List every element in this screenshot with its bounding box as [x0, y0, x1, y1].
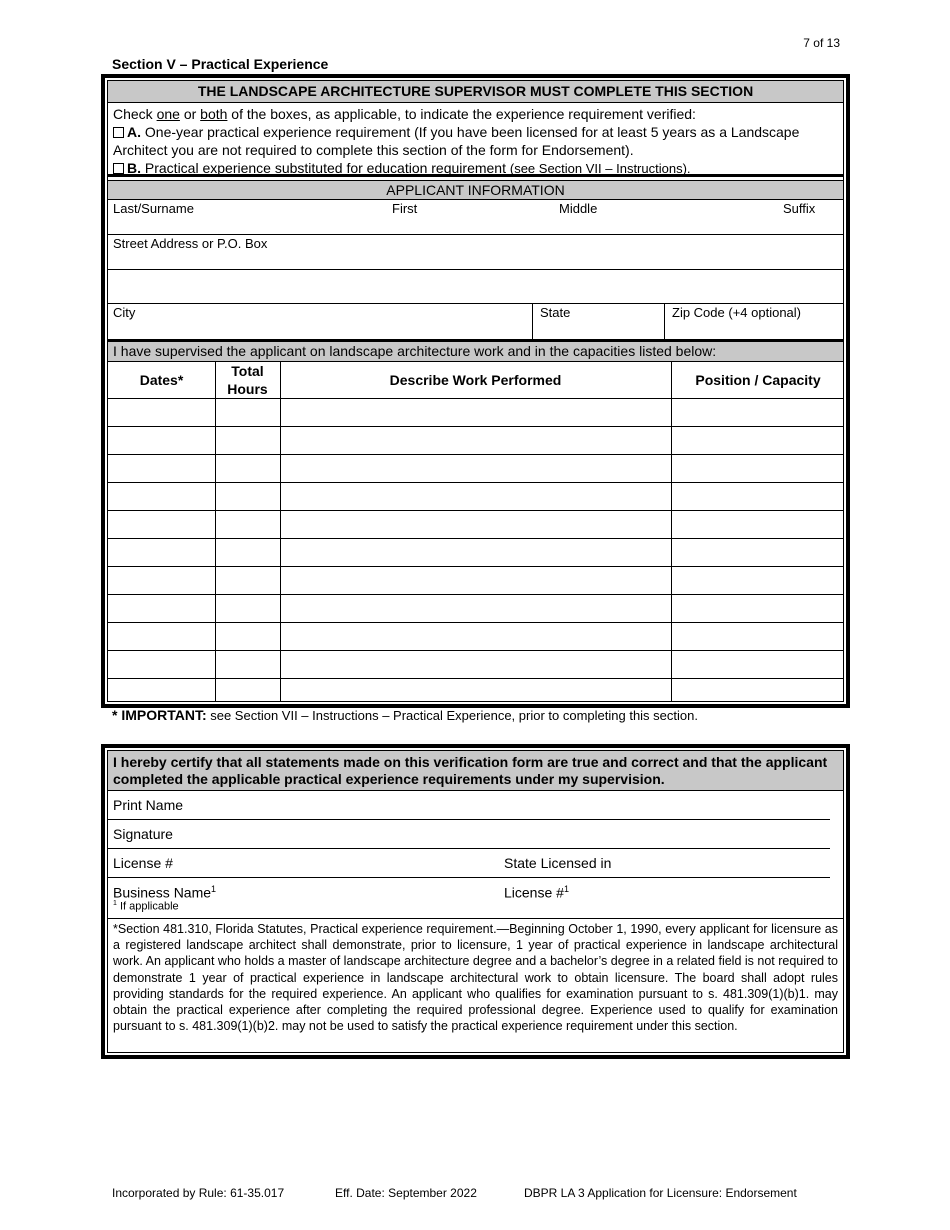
street-label: Street Address or P.O. Box: [113, 236, 268, 251]
state-label: State: [540, 305, 571, 320]
table-row[interactable]: [108, 482, 843, 483]
experience-table: [108, 362, 843, 701]
total-hours-header: Total Hours: [227, 363, 268, 397]
option-a: A. One-year practical experience requirement (If you have been licensed for at least 5 years as a Landscape Architect you are not required to complete this section of the form for Endorsement).: [113, 124, 800, 158]
signature-row[interactable]: [108, 820, 830, 849]
supervisor-section-box: [101, 74, 850, 708]
zip-label: Zip Code (+4 optional): [672, 305, 801, 320]
option-a-checkbox[interactable]: [113, 127, 124, 138]
signature-label: Signature: [113, 826, 173, 842]
table-row[interactable]: [108, 566, 843, 567]
state-cell[interactable]: [532, 304, 533, 339]
option-b: B. Practical experience substituted for education requirement (see Section VII – Instructions).: [113, 159, 843, 178]
position-header: Position / Capacity: [695, 372, 821, 388]
suffix-label: Suffix: [783, 201, 816, 216]
work-header: Describe Work Performed: [389, 372, 562, 388]
last-name-label: Last/Surname: [113, 201, 194, 216]
table-row[interactable]: [108, 594, 843, 595]
first-name-label: First: [392, 201, 418, 216]
footer-form-name: DBPR LA 3 Application for Licensure: Endorsement: [524, 1186, 797, 1200]
supervised-statement: I have supervised the applicant on landscape architecture work and in the capacities listed below:: [108, 339, 843, 362]
state-licensed-label: State Licensed in: [504, 855, 612, 871]
license-number-label: License #: [113, 855, 173, 871]
section-title: Section V – Practical Experience: [112, 56, 329, 72]
important-note: * IMPORTANT: see Section VII – Instructions – Practical Experience, prior to completing this section.: [112, 707, 698, 723]
check-instruction: Check one or both of the boxes, as applicable, to indicate the experience requirement verified:: [113, 106, 696, 122]
city-label: City: [113, 305, 136, 320]
license-row[interactable]: [108, 849, 830, 878]
footer-eff-date: Eff. Date: September 2022: [335, 1186, 477, 1200]
city-row: [108, 304, 843, 339]
table-row[interactable]: [108, 454, 843, 455]
business-row[interactable]: [108, 878, 830, 918]
table-row[interactable]: [108, 398, 843, 399]
table-row[interactable]: [108, 538, 843, 539]
experience-check-block: [108, 103, 843, 177]
table-row[interactable]: [108, 650, 843, 651]
business-name-label: Business Name$^1$: [113, 884, 217, 901]
dates-header: Dates*: [139, 372, 184, 388]
print-name-label: Print Name: [113, 797, 184, 813]
street-row[interactable]: [108, 235, 843, 270]
footer-rule: Incorporated by Rule: 61-35.017: [112, 1186, 285, 1200]
page-number: 7 of 13: [803, 36, 840, 50]
certification-statement: I hereby certify that all statements made on this verification form are true and correct and that the applicant completed the applicable practical experience requirements under my supervision.: [108, 751, 843, 791]
license-number-2-label: License #$^1$: [504, 884, 569, 901]
option-b-checkbox[interactable]: [113, 163, 124, 174]
certification-box: [101, 744, 850, 1059]
name-row[interactable]: [108, 200, 843, 235]
supervisor-header: THE LANDSCAPE ARCHITECTURE SUPERVISOR MUST COMPLETE THIS SECTION: [108, 81, 843, 103]
table-row[interactable]: [108, 678, 843, 679]
table-row[interactable]: [108, 622, 843, 623]
middle-name-label: Middle: [559, 201, 598, 216]
street-row-2[interactable]: [108, 270, 843, 304]
statute-text: *Section 481.310, Florida Statutes, Practical experience requirement.—Beginning October 1, 1990, every applicant for licensure as a registered landscape architect shall demonstrate, prior to licensure, 1 year of practical experience in landscape architectural work. An applicant who holds a master of landscape architecture degree and a bachelor’s degree in a related field is not required to demonstrate 1 year of practical experience in landscape architectural work to obtain licensure. The board shall adopt rules providing standards for the required experience. An applicant who qualifies for examination pursuant to s. 481.309(1)(b)1. may obtain the practical experience after completing the required professional degree. Experience used to qualify for examination pursuant to s. 481.309(1)(b)2. may not be used to satisfy the practical experience requirement under this section.: [108, 918, 843, 1052]
table-row[interactable]: [108, 510, 843, 511]
zip-cell[interactable]: [664, 304, 665, 339]
if-applicable-footnote: $^1$ If applicable: [113, 900, 179, 913]
applicant-info-header: APPLICANT INFORMATION: [108, 180, 843, 200]
print-name-row[interactable]: [108, 791, 830, 820]
table-row[interactable]: [108, 426, 843, 427]
